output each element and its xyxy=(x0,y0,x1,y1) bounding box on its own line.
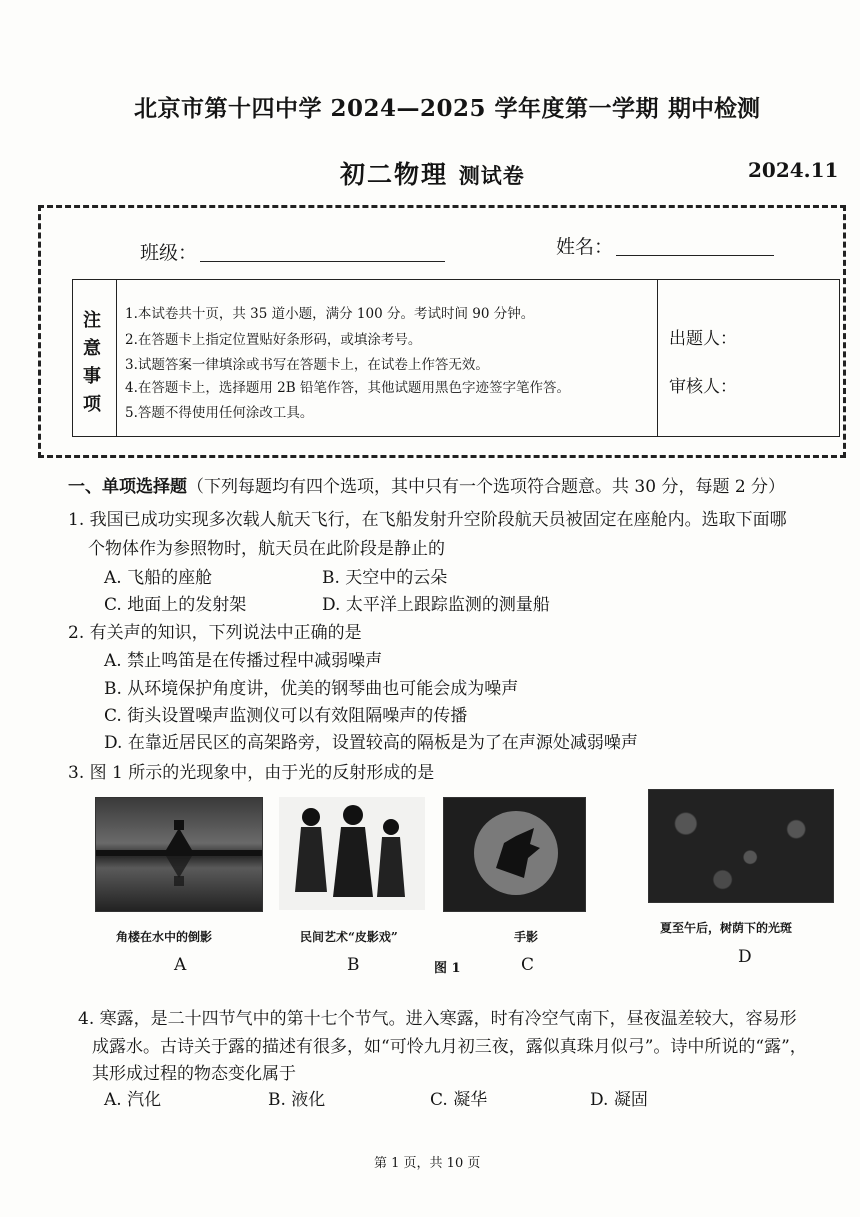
section-title: 一、单项选择题 xyxy=(68,477,187,497)
exam-title: 北京市第十四中学 2024—2025 学年度第一学期 xyxy=(134,95,660,122)
notice-rule: 3.试题答案一律填涂或书写在答题卡上，在试卷上作答无效。 xyxy=(125,357,489,373)
notice-heading-char: 意 xyxy=(83,338,101,359)
notice-heading-char: 项 xyxy=(83,394,101,415)
option-a: A. 禁止鸣笛是在传播过程中减弱噪声 xyxy=(104,651,383,671)
figure-letter: C xyxy=(521,955,535,975)
name-label: 姓名： xyxy=(556,236,614,258)
option-d: D. 在靠近居民区的高架路旁，设置较高的隔板是为了在声源处减弱噪声 xyxy=(104,733,638,753)
section-heading xyxy=(68,472,785,497)
exam-subject xyxy=(340,155,525,191)
option-b: B. 从环境保护角度讲，优美的钢琴曲也可能会成为噪声 xyxy=(104,679,519,699)
notice-rule: 4.在答题卡上，选择题用 2B 铅笔作答，其他试题用黑色字迹签字笔作答。 xyxy=(125,380,570,396)
question-stem: 3. 图 1 所示的光现象中，由于光的反射形成的是 xyxy=(68,763,435,783)
option-b: B. 液化 xyxy=(268,1090,326,1110)
option-b: B. 天空中的云朵 xyxy=(322,568,448,588)
question-stem: 1. 我国已成功实现多次载人航天飞行，在飞船发射升空阶段航天员被固定在座舱内。选取下面哪 xyxy=(68,510,787,530)
option-c: C. 地面上的发射架 xyxy=(104,595,247,615)
subject-name: 初二物理 xyxy=(340,160,449,189)
notice-divider xyxy=(657,280,658,436)
notice-table xyxy=(72,279,840,437)
question-stem: 4. 寒露，是二十四节气中的第十七个节气。进入寒露，时有冷空气南下，昼夜温差较大，容易形 xyxy=(78,1009,797,1029)
question-stem: 其形成过程的物态变化属于 xyxy=(92,1064,296,1084)
question-stem: 个物体作为参照物时，航天员在此阶段是静止的 xyxy=(88,539,445,559)
option-c: C. 街头设置噪声监测仪可以有效阻隔噪声的传播 xyxy=(104,706,468,726)
class-label: 班级： xyxy=(140,242,198,264)
figure-light-spots-image xyxy=(648,789,834,903)
exam-date: 2024.11 xyxy=(748,158,839,182)
option-d: D. 凝固 xyxy=(590,1090,648,1110)
section-desc: （下列每题均有四个选项，其中只有一个选项符合题意。共 30 分，每题 2 分） xyxy=(187,477,786,497)
option-a: A. 汽化 xyxy=(104,1090,162,1110)
figure-letter: B xyxy=(347,955,360,975)
notice-rule: 2.在答题卡上指定位置贴好条形码，或填涂考号。 xyxy=(125,332,422,348)
notice-heading-char: 事 xyxy=(83,366,101,387)
figure-caption: 角楼在水中的倒影 xyxy=(116,930,213,944)
option-c: C. 凝华 xyxy=(430,1090,488,1110)
figure-shadow-puppet-image xyxy=(279,797,425,910)
figure-caption: 民间艺术“皮影戏” xyxy=(300,930,398,944)
notice-rule: 1.本试卷共十页，共 35 道小题，满分 100 分。考试时间 90 分钟。 xyxy=(125,306,535,322)
option-a: A. 飞船的座舱 xyxy=(104,568,213,588)
question-stem: 成露水。古诗关于露的描述有很多，如“可怜九月初三夜，露似真珠月似弓”。诗中所说的“露”， xyxy=(92,1037,807,1057)
name-field[interactable] xyxy=(616,232,774,256)
figure-caption: 夏至午后，树荫下的光斑 xyxy=(660,921,793,935)
figure-label: 图 1 xyxy=(434,961,461,976)
figure-hand-shadow-image xyxy=(443,797,586,912)
option-d: D. 太平洋上跟踪监测的测量船 xyxy=(322,595,550,615)
figure-reflection-image xyxy=(95,797,263,912)
question-stem: 2. 有关声的知识，下列说法中正确的是 xyxy=(68,623,362,643)
class-field[interactable] xyxy=(200,238,445,262)
figure-letter: A xyxy=(174,955,187,975)
notice-heading xyxy=(73,280,117,436)
setter-label: 出题人： xyxy=(669,329,737,349)
exam-type: 期中检测 xyxy=(668,95,760,122)
notice-heading-char: 注 xyxy=(83,310,101,331)
reviewer-label: 审核人： xyxy=(669,377,737,397)
figure-letter: D xyxy=(738,947,752,967)
subject-suffix: 测试卷 xyxy=(458,163,525,188)
figure-caption: 手影 xyxy=(514,930,539,944)
page-number: 第 1 页，共 10 页 xyxy=(374,1156,481,1171)
notice-rule: 5.答题不得使用任何涂改工具。 xyxy=(125,405,314,421)
